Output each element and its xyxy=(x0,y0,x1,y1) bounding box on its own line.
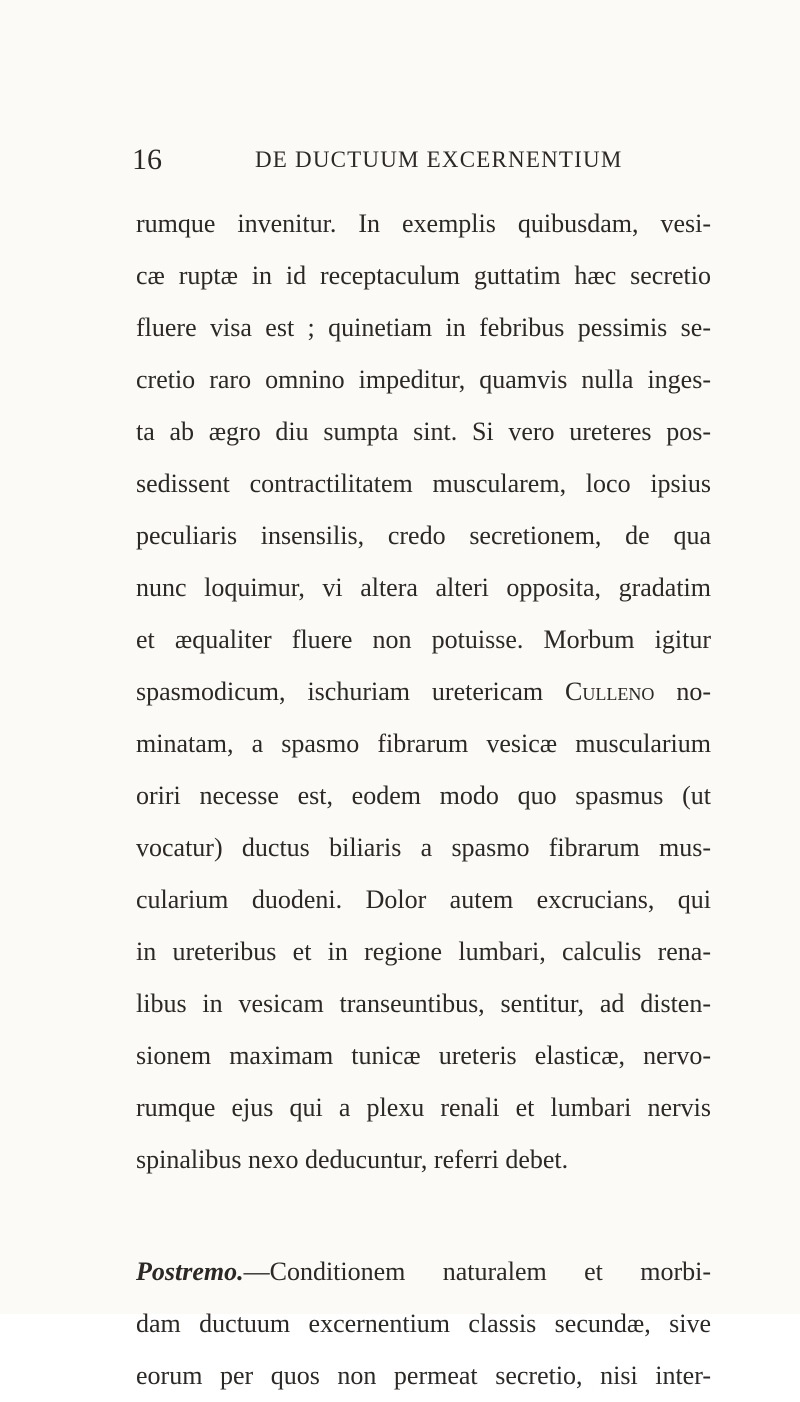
text-line: rumque ejus qui a plexu renali et lumbari nervis xyxy=(136,1093,711,1122)
text-line: cularium duodeni. Dolor autem excrucians, qui xyxy=(136,885,711,914)
text-line: spinalibus nexo deducuntur, referri debet. xyxy=(136,1145,569,1174)
text-line: et æqualiter fluere non potuisse. Morbum igitur xyxy=(136,625,711,654)
text-line: rumque invenitur. In exemplis quibusdam, vesi- xyxy=(136,209,711,238)
text-line: peculiaris insensilis, credo secretionem, de qua xyxy=(136,521,711,550)
text-line: cretio raro omnino impeditur, quamvis nulla inges- xyxy=(136,365,711,394)
paragraph-lead: Postremo. xyxy=(136,1257,244,1286)
text-line: sedissent contractilitatem muscularem, loco ipsius xyxy=(136,469,711,498)
line-segment: spasmodicum, ischuriam uretericam xyxy=(136,677,544,706)
text-line: libus in vesicam transeuntibus, sentitur, ad disten- xyxy=(136,989,711,1018)
body-text xyxy=(136,198,711,1402)
text-line: fluere visa est ; quinetiam in febribus pessimis se- xyxy=(136,313,711,342)
running-title: DE DUCTUUM EXCERNENTIUM xyxy=(255,147,623,172)
text-line: in ureteribus et in regione lumbari, calculis rena- xyxy=(136,937,711,966)
running-head xyxy=(132,140,712,180)
text-line: oriri necesse est, eodem modo quo spasmus (ut xyxy=(136,781,711,810)
line-segment: no- xyxy=(676,677,712,706)
text-line: nunc loquimur, vi altera alteri opposita, gradatim xyxy=(136,573,711,602)
line-segment: —Conditionem naturalem et morbi- xyxy=(243,1257,711,1286)
author-name: Culleno xyxy=(565,677,655,706)
text-line: sionem maximam tunicæ ureteris elasticæ, nervo- xyxy=(136,1041,711,1070)
text-line: cæ ruptæ in id receptaculum guttatim hæc secretio xyxy=(136,261,711,290)
text-line: eorum per quos non permeat secretio, nisi inter- xyxy=(136,1361,711,1390)
text-line: dam ductuum excernentium classis secundæ, sive xyxy=(136,1309,711,1338)
text-line xyxy=(136,1246,711,1298)
text-line xyxy=(136,666,711,718)
text-line: vocatur) ductus biliaris a spasmo fibrarum mus- xyxy=(136,833,711,862)
paragraph-gap xyxy=(136,1186,711,1246)
text-line: minatam, a spasmo fibrarum vesicæ muscularium xyxy=(136,729,711,758)
page-number: 16 xyxy=(132,143,162,176)
text-line: ta ab ægro diu sumpta sint. Si vero ureteres pos- xyxy=(136,417,711,446)
